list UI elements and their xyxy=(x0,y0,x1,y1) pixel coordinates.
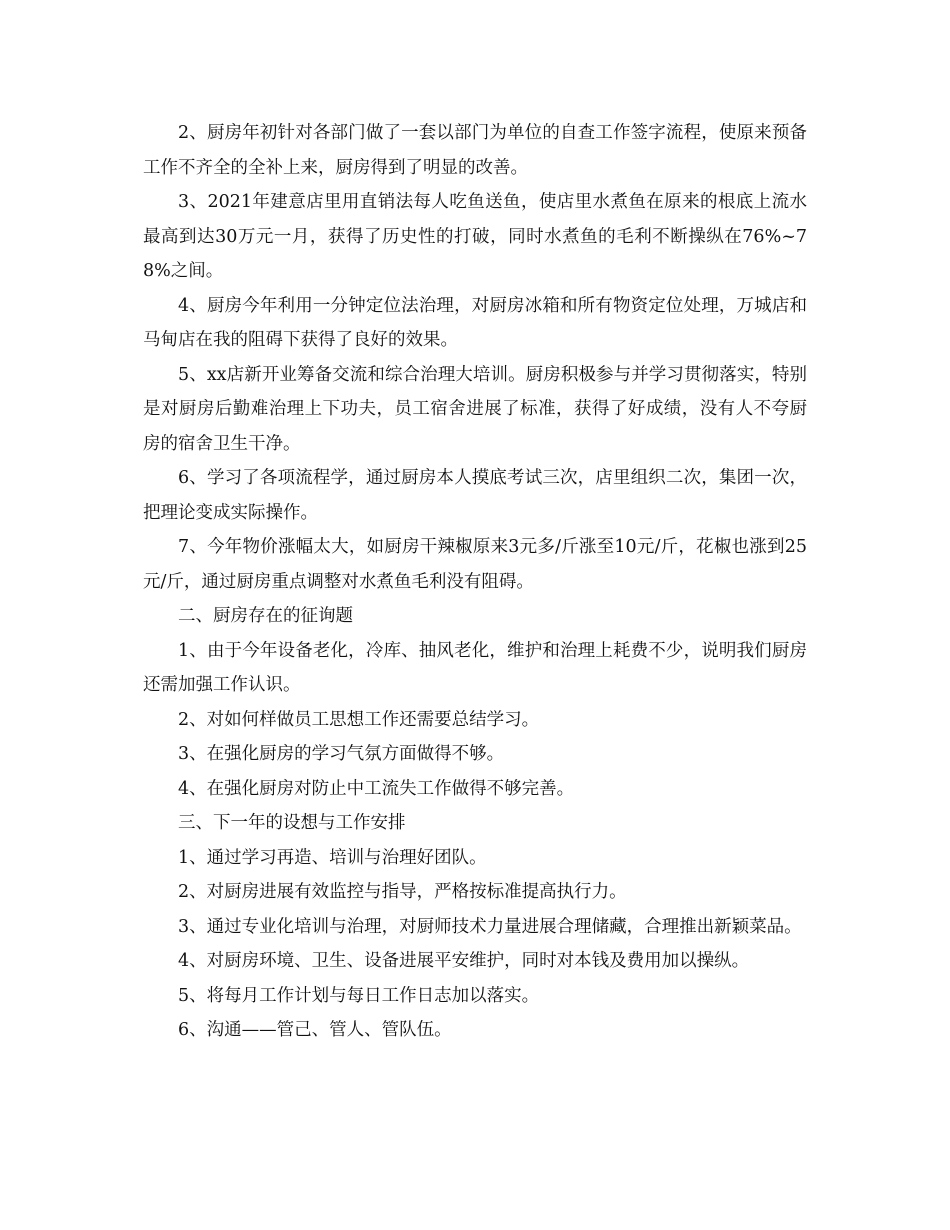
paragraph-team-building: 1、通过学习再造、培训与治理好团队。 xyxy=(178,847,487,868)
document-page xyxy=(143,116,807,1048)
paragraph-staff-turnover: 4、在强化厨房对防止中工流失工作做得不够完善。 xyxy=(178,778,575,799)
paragraph-communication: 6、沟通——管己、管人、管队伍。 xyxy=(178,1020,452,1040)
paragraph-process-study: 6、学习了各项流程学，通过厨房本人摸底考试三次，店里组织二次，集团一次，把理论变成实际操作。 xyxy=(143,468,807,523)
paragraph-new-store-training: 5、xx店新开业筹备交流和综合治理大培训。厨房积极参与并学习贯彻落实，特别是对厨房后勤难治理上下功夫，员工宿舍进展了标准，获得了好成绩，没有人不夸厨房的宿舍卫生干净。 xyxy=(143,364,807,454)
paragraph-monitoring: 2、对厨房进展有效监控与指导，严格按标准提高执行力。 xyxy=(178,882,627,902)
paragraph-kitchen-signoff-process: 2、厨房年初针对各部门做了一套以部门为单位的自查工作签字流程，使原来预备工作不齐全的全补上来，厨房得到了明显的改善。 xyxy=(143,123,807,178)
section-heading-problems: 二、厨房存在的征询题 xyxy=(178,606,353,626)
paragraph-environment-safety: 4、对厨房环境、卫生、设备进展平安维护，同时对本钱及费用加以操纵。 xyxy=(178,951,750,971)
paragraph-equipment-aging: 1、由于今年设备老化，冷库、抽风老化，维护和治理上耗费不少，说明我们厨房还需加强工作认识。 xyxy=(143,640,807,695)
section-heading-next-year-plan: 三、下一年的设想与工作安排 xyxy=(178,813,406,833)
paragraph-fish-sales-record: 3、2021年建意店里用直销法每人吃鱼送鱼，使店里水煮鱼在原来的根底上流水最高到达30万元一月，获得了历史性的打破，同时水煮鱼的毛利不断操纵在76%~78%之间。 xyxy=(143,192,807,281)
paragraph-staff-ideology: 2、对如何样做员工思想工作还需要总结学习。 xyxy=(178,709,540,730)
paragraph-chef-training: 3、通过专业化培训与治理，对厨师技术力量进展合理储藏，合理推出新颖菜品。 xyxy=(178,916,802,937)
paragraph-one-minute-positioning: 4、厨房今年利用一分钟定位法治理，对厨房冰箱和所有物资定位处理，万城店和马甸店在我的阻碍下获得了良好的效果。 xyxy=(143,295,807,350)
paragraph-learning-atmosphere: 3、在强化厨房的学习气氛方面做得不够。 xyxy=(178,744,505,764)
paragraph-work-plan: 5、将每月工作计划与每日工作日志加以落实。 xyxy=(178,985,540,1006)
paragraph-price-increase: 7、今年物价涨幅太大，如厨房干辣椒原来3元多/斤涨至10元/斤，花椒也涨到25元/斤，通过厨房重点调整对水煮鱼毛利没有阻碍。 xyxy=(143,537,807,592)
